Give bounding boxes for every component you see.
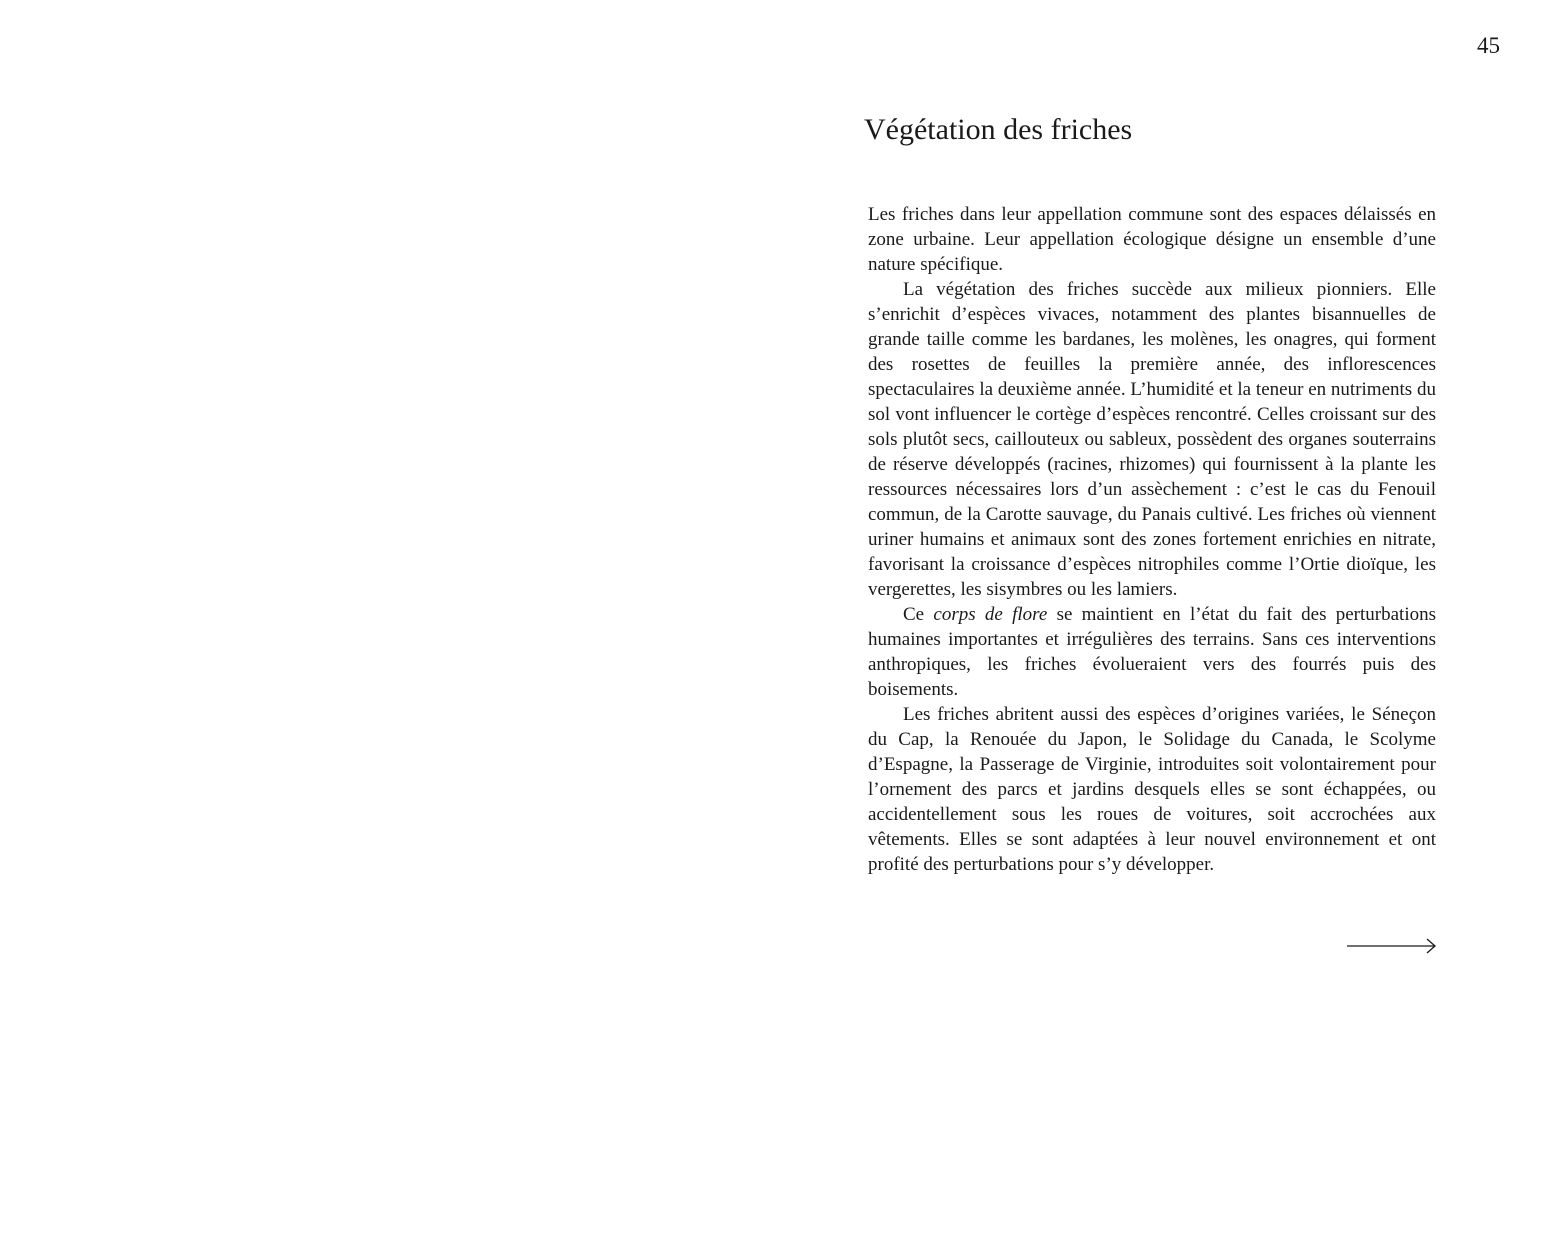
right-page (780, 0, 1559, 1240)
arrow-right-icon-graphic (1346, 936, 1438, 956)
paragraph-suffix: se maintient en l’état du fait des perturbations humaines importantes et irrégulières des terrains. Sans ces interventions anthropiques, les friches évolueraient vers des fourrés puis des boisements. (868, 604, 1436, 700)
body-text (868, 202, 1436, 877)
paragraph-vegetation: La végétation des friches succède aux milieux pionniers. Elle s’enrichit d’espèces vivaces, notamment des plantes bisannuelles de grande taille comme les bardanes, les molènes, les onagres, qui forment des rosettes de feuilles la première année, des inflorescences spectaculaires la deuxième année. L’humidité et la teneur en nutriments du sol vont influencer le cortège d’espèces rencontré. Celles croissant sur des sols plutôt secs, caillouteux ou sableux, possèdent des organes souterrains de réserve développés (racines, rhizomes) qui fournissent à la plante les ressources nécessaires lors d’un assèchement : c’est le cas du Fenouil commun, de la Carotte sauvage, du Panais cultivé. Les friches où viennent uriner humains et animaux sont des zones fortement enrichies en nitrate, favorisant la croissance d’espèces nitrophiles comme l’Ortie dioïque, les vergerettes, les sisymbres ou les lamiers. (868, 279, 1436, 600)
page-title: Végétation des friches (864, 113, 1133, 146)
paragraph-origines: Les friches abritent aussi des espèces d’origines variées, le Séneçon du Cap, la Renouée du Japon, le Solidage du Canada, le Scolyme d’Espagne, la Passerage de Virginie, introduites soit volontairement pour l’ornement des parcs et jardins desquels elles se sont échappées, ou accidentellement sous les roues de voitures, soit accrochées aux vêtements. Elles se sont adaptées à leur nouvel environnement et ont profité des perturbations pour s’y développer. (868, 704, 1436, 875)
page-number: 45 (1477, 33, 1500, 58)
paragraph-prefix: Ce (903, 604, 934, 625)
emphasis-corps-de-flore: corps de flore (933, 604, 1048, 625)
paragraph-corps-de-flore (868, 602, 1436, 702)
paragraph-intro: Les friches dans leur appellation commune sont des espaces délaissés en zone urbaine. Leur appellation écologique désigne un ensemble d’une nature spécifique. (868, 204, 1436, 275)
arrow-right-icon[interactable] (1346, 936, 1438, 956)
